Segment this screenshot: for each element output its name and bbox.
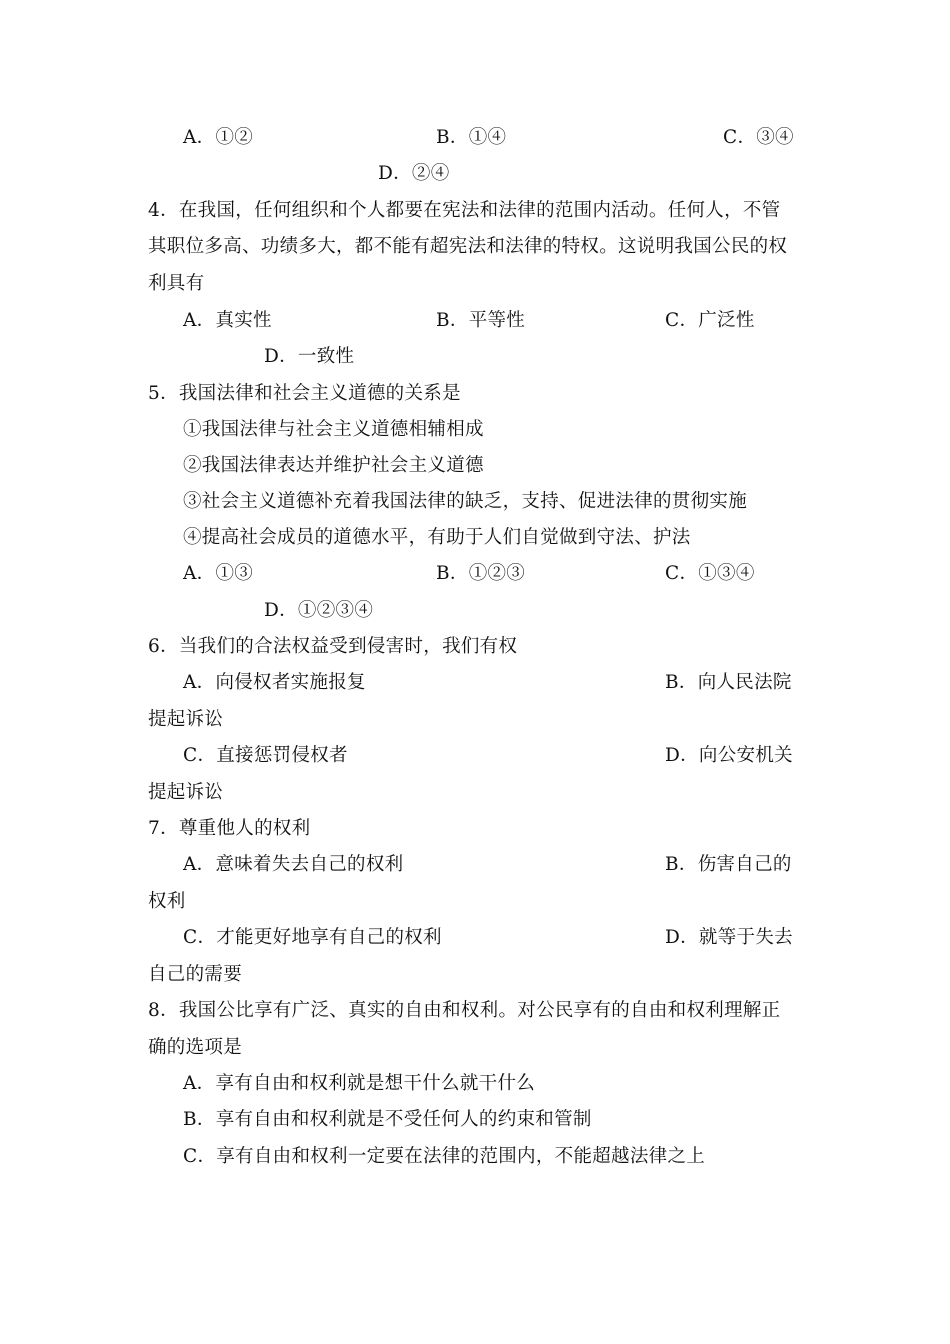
q6-option-c: C．直接惩罚侵权者 [183,745,348,766]
q5-option-d: D．①②③④ [264,600,374,621]
q5-item-1: ①我国法律与社会主义道德相辅相成 [183,419,484,440]
q7-option-d-line2: 自己的需要 [148,964,243,985]
q5-item-4: ④提高社会成员的道德水平，有助于人们自觉做到守法、护法 [183,527,691,548]
q4-option-c: C．广泛性 [665,310,755,331]
q8-stem-line1: 8．我国公比享有广泛、真实的自由和权利。对公民享有的自由和权利理解正 [148,1000,781,1021]
q8-stem-line2: 确的选项是 [148,1037,243,1058]
q6-option-d-line1: D．向公安机关 [665,745,793,766]
q4-option-a: A．真实性 [183,310,272,331]
q5-option-c: C．①③④ [665,563,755,584]
q4-stem-line1: 4．在我国，任何组织和个人都要在宪法和法律的范围内活动。任何人，不管 [148,200,781,221]
q7-option-b-line1: B．伤害自己的 [665,854,792,875]
q7-option-a: A．意味着失去自己的权利 [183,854,404,875]
q7-option-b-line2: 权利 [148,891,186,912]
q6-stem: 6．当我们的合法权益受到侵害时，我们有权 [148,636,518,657]
q6-option-b-line2: 提起诉讼 [148,709,224,730]
q3-option-a: A．①② [183,127,254,148]
q5-item-2: ②我国法律表达并维护社会主义道德 [183,455,484,476]
q8-option-a: A．享有自由和权利就是想干什么就干什么 [183,1073,536,1094]
q4-stem-line3: 利具有 [148,273,205,294]
q8-option-c: C．享有自由和权利一定要在法律的范围内，不能超越法律之上 [183,1146,706,1167]
q4-option-b: B．平等性 [436,310,526,331]
q6-option-d-line2: 提起诉讼 [148,782,224,803]
q7-option-c: C．才能更好地享有自己的权利 [183,927,442,948]
q7-stem: 7．尊重他人的权利 [148,818,311,839]
q4-stem-line2: 其职位多高、功绩多大，都不能有超宪法和法律的特权。这说明我国公民的权 [148,236,788,257]
q6-option-b-line1: B．向人民法院 [665,672,792,693]
q7-option-d-line1: D．就等于失去 [665,927,793,948]
q5-item-3: ③社会主义道德补充着我国法律的缺乏，支持、促进法律的贯彻实施 [183,491,748,512]
q3-option-c: C．③④ [723,127,794,148]
q4-option-d: D．一致性 [264,346,355,367]
q8-option-b: B．享有自由和权利就是不受任何人的约束和管制 [183,1109,592,1130]
q6-option-a: A．向侵权者实施报复 [183,672,366,693]
q3-option-d: D．②④ [378,163,450,184]
q3-option-b: B．①④ [436,127,507,148]
q5-option-b: B．①②③ [436,563,526,584]
q5-option-a: A．①③ [183,563,254,584]
q5-stem: 5．我国法律和社会主义道德的关系是 [148,383,461,404]
